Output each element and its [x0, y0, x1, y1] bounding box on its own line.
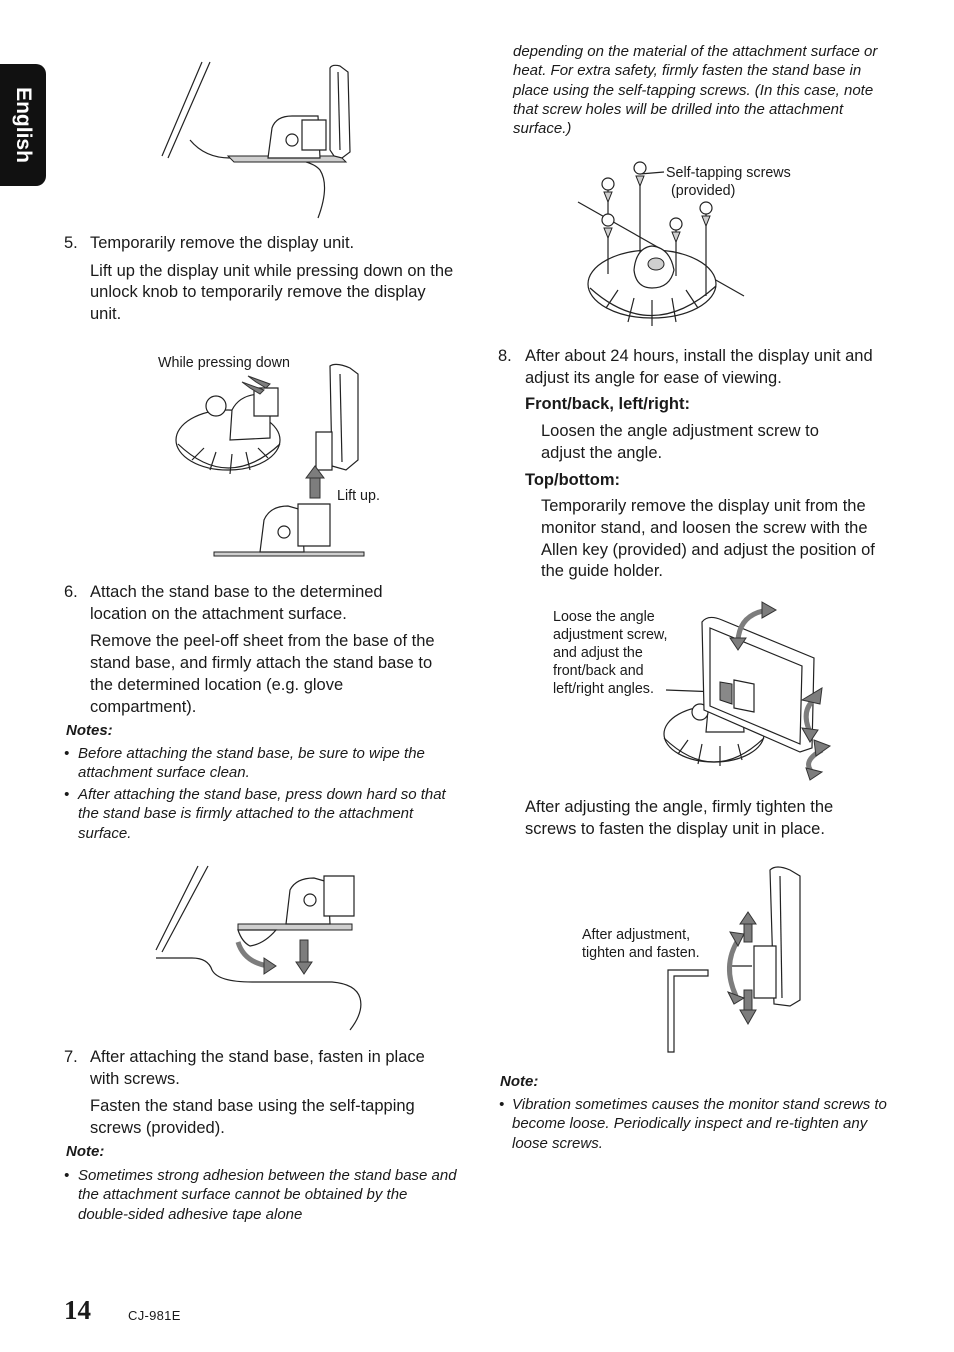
caption-screws-line2: (provided) [671, 183, 736, 199]
caption-lift-up: Lift up. [337, 488, 380, 504]
caption-after-adjustment: After adjustment, tighten and fasten. [582, 927, 700, 961]
top-bottom-heading: Top/bottom: [525, 470, 620, 489]
bullet: • [64, 745, 70, 762]
figure-monitor-on-dash [150, 58, 370, 223]
note-item [64, 785, 460, 843]
note-item [64, 744, 460, 783]
step-7 [64, 1047, 460, 1140]
note-text: Sometimes strong adhesion between the stand base and the attachment surface cannot be obtained by the double-sided adhesive tape alone [78, 1167, 457, 1223]
step-title: Temporarily remove the display unit. [90, 234, 355, 252]
top-bottom-body: Temporarily remove the display unit from the monitor stand, and loosen the screw with the Allen key (provided) and adjust the position of the guide holder. [541, 497, 875, 581]
caption-screws-line1: Self-tapping screws [666, 165, 791, 181]
step-body: Lift up the display unit while pressing down on the unlock knob to temporarily remove the display unit. [90, 261, 454, 324]
language-tab [0, 64, 46, 186]
step-body: Remove the peel-off sheet from the base of the stand base, and firmly attach the stand base to the determined location (e.g. glove compartment). [90, 632, 435, 716]
step-title: Attach the stand base to the determined location on the attachment surface. [90, 583, 383, 623]
page-number: 14 [64, 1295, 91, 1325]
note-heading: Note: [66, 1143, 105, 1160]
note-item [499, 1095, 899, 1153]
bullet: • [64, 786, 70, 803]
step-title: After attaching the stand base, fasten in place with screws. [90, 1048, 425, 1088]
bullet: • [64, 1167, 70, 1184]
bullet: • [499, 1096, 505, 1113]
step-title: After about 24 hours, install the display unit and adjust its angle for ease of viewing. [525, 347, 873, 387]
step-5 [64, 233, 460, 326]
step-8 [498, 346, 898, 583]
figure-adjust-angle [650, 600, 840, 780]
figure-tighten [664, 862, 814, 1057]
language-tab-label: English [12, 87, 35, 163]
step-6 [64, 582, 460, 718]
model-number: CJ-981E [128, 1308, 181, 1323]
figure-screws [578, 158, 758, 333]
note-continued: depending on the material of the attachment surface or heat. For extra safety, firmly fasten the stand base in place using the self-tapping screws. (In this case, note that screw holes will be drilled into the attachment surface.) [513, 43, 878, 138]
note-heading-final: Note: [500, 1073, 539, 1090]
caption-pressing-down: While pressing down [158, 355, 290, 371]
step-number: 6. [64, 583, 78, 601]
caption-loose-angle: Loose the angle adjustment screw, and adjust the front/back and left/right angles. [553, 609, 668, 697]
note-item [64, 1166, 460, 1224]
note-text: Before attaching the stand base, be sure to wipe the attachment surface clean. [78, 745, 425, 782]
front-back-body: Loosen the angle adjustment screw to adjust the angle. [541, 422, 819, 462]
figure-remove-display [170, 360, 370, 565]
step-number: 7. [64, 1048, 78, 1066]
notes-heading: Notes: [66, 722, 113, 739]
note-text: Vibration sometimes causes the monitor stand screws to become loose. Periodically inspect and re-tighten any loose screws. [512, 1096, 887, 1152]
step-body: Fasten the stand base using the self-tapping screws (provided). [90, 1097, 415, 1138]
after-adjusting: After adjusting the angle, firmly tighten the screws to fasten the display unit in place. [525, 798, 834, 838]
figure-attach-base [152, 862, 367, 1032]
note-text: After attaching the stand base, press down hard so that the stand base is firmly attached to the attachment surface. [78, 786, 446, 842]
step-number: 8. [498, 347, 512, 365]
step-number: 5. [64, 234, 78, 252]
front-back-heading: Front/back, left/right: [525, 395, 690, 414]
